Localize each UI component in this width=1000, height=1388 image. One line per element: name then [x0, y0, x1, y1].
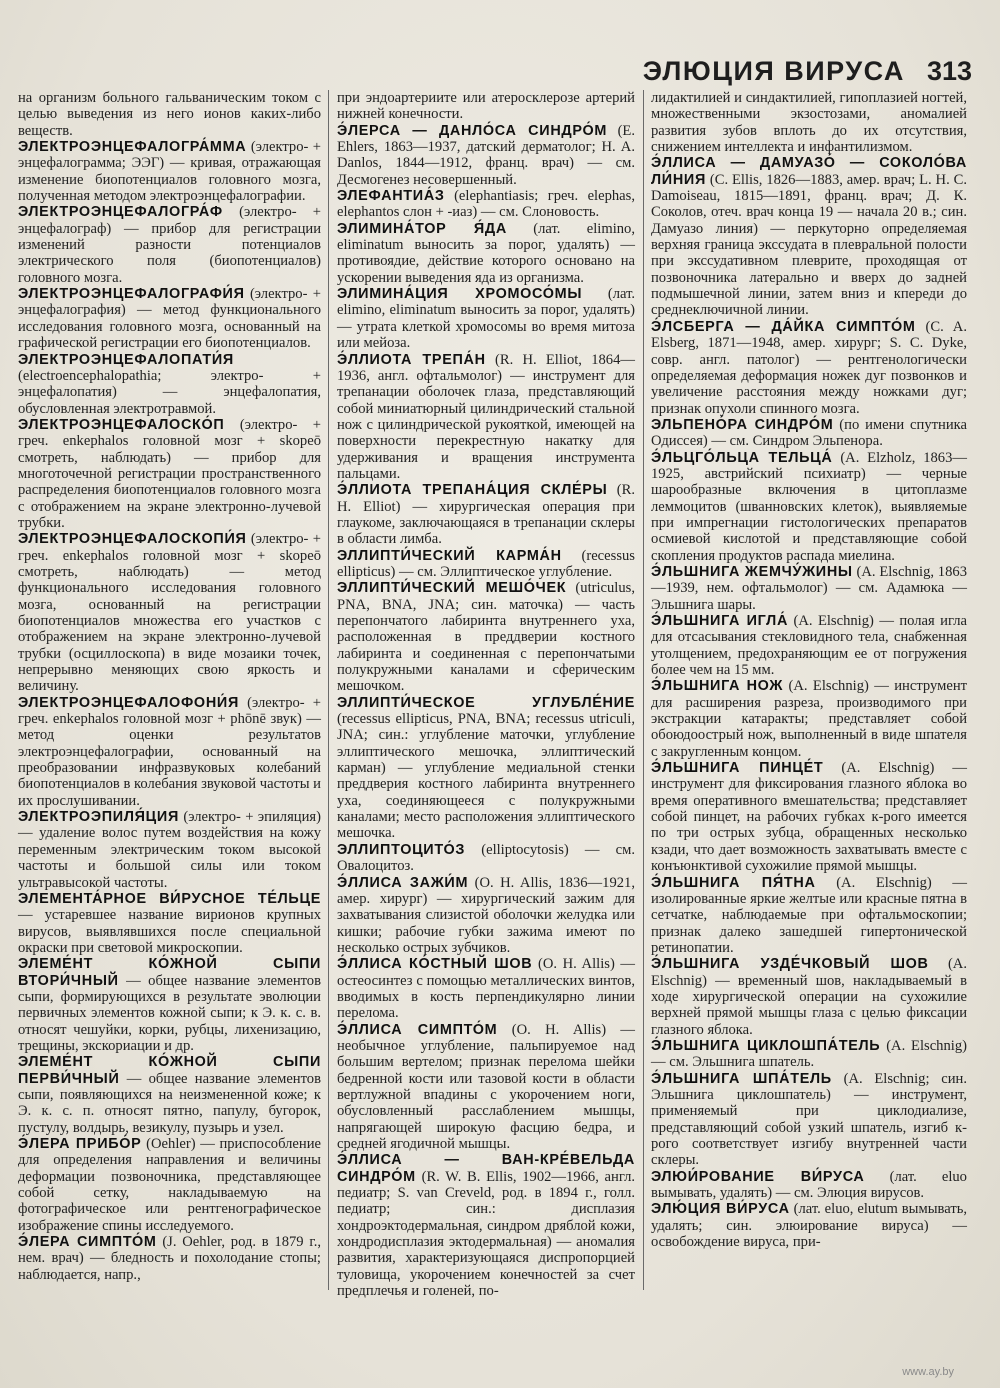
entry-definition: (C. Ellis, 1826—1883, амер. врач; L. H. C. Damoiseau, 1815—1891, франц. врач; Д. К. Соколов, отеч. врач конца 19 — начала 20 в.; син. Дамуазо линия) — перкуторно определяемая верхняя граница экссудата в плевральной полости при экссудативном плеврите, проходящая от позвоночника латерально и вверх до задней подмышечной линии, затем вниз и кпереди до среднеключичной линии. — [651, 171, 967, 319]
dictionary-entry — [651, 90, 967, 155]
entry-definition: (A. Elschnig) — инструмент для фиксирования глазного яблока во время оперативного вмешательства; представляет собой пинцет, на рабочих губках к-рого имеется по три острых зубца, обращенных несколько кзади, что дает возможность захватывать вместе с конъюнктивой сухожилие прямой мышцы. — [651, 760, 967, 875]
dictionary-entry — [337, 352, 635, 483]
entry-headword: ЭЛЮИ́РОВАНИЕ ВИ́РУСА — [651, 1168, 865, 1185]
dictionary-entry — [651, 1201, 967, 1250]
entry-headword: Э́ЛЬШНИГА ЦИКЛОШПА́ТЕЛЬ — [651, 1037, 881, 1054]
entry-definition: (A. Elschnig; син. Эльшнига циклошпатель) — инструмент, применяемый при циклодиализе, представляющий собой узкий шпатель, изгиб к-рого соответствует изгибу внутренней части склеры. — [651, 1070, 967, 1169]
dictionary-entry — [651, 564, 967, 613]
dictionary-entry — [18, 286, 321, 351]
dictionary-entry — [18, 204, 321, 286]
entry-headword: ЭЛЛИПТИ́ЧЕСКИЙ КАРМА́Н — [337, 547, 562, 564]
entry-definition: (A. Elschnig) — временный шов, накладываемый в ходе хирургической операции на сухожилие верхней прямой мышцы глаза с целью фиксации глазного яблока. — [651, 956, 967, 1038]
dictionary-entry — [651, 760, 967, 874]
entry-headword: Э́ЛЛИОТА ТРЕПАНА́ЦИЯ СКЛЕ́РЫ — [337, 482, 608, 499]
entry-headword: Э́ЛЛИСА — ВАН-КРЕ́ВЕЛЬДА СИНДРО́М — [337, 1152, 635, 1185]
entry-definition: (электро- + энцефалография) — метод функционального исследования головного мозга, основанный на графической регистрации его биопотенциалов. — [18, 286, 321, 352]
entry-definition: (A. Elschnig) — изолированные яркие желтые или красные пятна в сетчатке, наблюдаемые при офтальмоскопии; признак далеко зашедшей гипертонической ретинопатии. — [651, 874, 967, 956]
entry-headword: Э́ЛЛИСА ЗАЖИ́М — [337, 874, 469, 891]
entry-definition: (recessus ellipticus, PNA, BNA; recessus utriculi, JNA; син.: углубление маточки, углубление эллиптического мешочка, эллиптический карман) — углубление медиальной стенки преддверия костного лабиринта внутреннего уха, соединяющееся с полукружными каналами; место расположения эллиптического мешочка. — [337, 711, 635, 842]
column-divider — [643, 90, 644, 1290]
entry-definition: (A. Elschnig) — полая игла для отсасывания стекловидного тела, снабженная утолщением, предохраняющим ее от погружения более чем на 15 мм. — [651, 613, 967, 679]
dictionary-entry — [651, 956, 967, 1038]
dictionary-entry — [18, 1136, 321, 1234]
entry-headword: Э́ЛЕРСА — ДАНЛО́СА СИНДРО́М — [337, 122, 608, 139]
entry-definition: (O. H. Allis) — остеосинтез с помощью металлических винтов, вводимых в кость перпендикулярно линии перелома. — [337, 956, 635, 1022]
entry-headword: Э́ЛЬШНИГА ИГЛА́ — [651, 613, 789, 629]
dictionary-entry — [18, 531, 321, 694]
dictionary-entry — [18, 891, 321, 956]
entry-headword: Э́ЛЕРА ПРИБО́Р — [18, 1136, 142, 1152]
entry-headword: ЭЛЕКТРОЭПИЛЯ́ЦИЯ — [18, 809, 179, 826]
entry-definition: (по имени спутника Одиссея) — см. Синдром Эльпенора. — [651, 416, 967, 450]
running-head-title: ЭЛЮЦИЯ ВИРУСА — [642, 56, 905, 86]
entry-definition: на организм больного гальваническим током с целью выведения из него ионов каких-либо веществ. — [18, 90, 321, 139]
entry-headword: ЭЛЕМЕ́НТ КО́ЖНОЙ СЫПИ ПЕРВИ́ЧНЫЙ — [18, 1054, 321, 1087]
column-2 — [337, 90, 635, 1299]
dictionary-entry — [337, 1022, 635, 1153]
dictionary-entry — [18, 352, 321, 417]
entry-definition: — общее название элементов сыпи, формирующихся в результате эволюции первичных элементов кожной сыпи; к Э. к. с. в. относят чешуйки, корки, рубцы, лихенизацию, трещины, экскориации и др. — [18, 972, 321, 1054]
entry-definition: (elliptocytosis) — см. Овалоцитоз. — [337, 841, 635, 875]
entry-definition: (электро- + греч. enkephalos головной мозг + skopeō смотреть, наблюдать) — метод функционального исследования головного мозга, основанный на регистрации биопотенциалов множества его участков с отображением на экране электронно-лучевой трубки (осциллоскопа) в виде мозаики точек, непрерывно меняющих свою яркость и величину. — [18, 531, 321, 695]
dictionary-entry — [337, 90, 635, 123]
entry-definition: (O. H. Allis, 1836—1921, амер. хирург) — хирургический зажим для захватывания слизистой оболочки желудка или кишки; рабочие губки зажима имеют по несколько острых зубчиков. — [337, 874, 635, 956]
entry-headword: ЭЛЛИПТИ́ЧЕСКИЙ МЕШО́ЧЕК — [337, 580, 567, 597]
dictionary-entry — [651, 319, 967, 417]
running-head — [643, 56, 972, 87]
entry-definition: лидактилией и синдактилией, гипоплазией ногтей, множественными экзостозами, аномалией развития зубов вплоть до их отсутствия, снижением интеллекта и инфантилизмом. — [651, 90, 967, 156]
dictionary-entry — [651, 1071, 967, 1169]
column-3 — [651, 90, 967, 1250]
entry-definition: (C. A. Elsberg, 1871—1948, амер. хирург; S. C. Dyke, совр. англ. патолог) — рентгенологически определяемая деформация ножек дуг позвонков и увеличение расстояния между ножками дуг; признак опухоли спинного мозга. — [651, 318, 967, 417]
entry-headword: ЭЛИМИНА́ТОР Я́ДА — [337, 220, 507, 237]
dictionary-entry — [337, 221, 635, 286]
dictionary-entry — [337, 123, 635, 188]
entry-definition: при эндоартериите или атеросклерозе артерий нижней конечности. — [337, 90, 635, 123]
entry-definition: (R. H. Elliot) — хирургическая операция при глаукоме, заключающаяся в трепанации склеры в области лимба. — [337, 482, 635, 548]
dictionary-entry — [337, 580, 635, 694]
entry-headword: ЭЛЕМЕНТА́РНОЕ ВИ́РУСНОЕ ТЕ́ЛЬЦЕ — [18, 890, 321, 907]
entry-definition: (A. Elschnig) — инструмент для расширения разреза, производимого при экстракции катаракты; представляет собой обоюдоострый нож, выполненный в виде шпателя с закругленным концом. — [651, 678, 968, 760]
column-divider — [328, 90, 329, 1290]
entry-definition: (электро- + греч. enkephalos головной мозг + phōnē звук) — метод оценки результатов электроэнцефалографии, основанный на преобразовании инфразвуковых колебаний биопотенциалов в колебания звуковой частоты и их прослушивании. — [18, 694, 321, 809]
dictionary-entry — [18, 695, 321, 809]
entry-headword: ЭЛЕКТРОЭНЦЕФАЛОСКОПИ́Я — [18, 531, 247, 548]
entry-definition: (A. Elschnig, 1863—1939, нем. офтальмолог) — см. Адамюка — Эльшнига шары. — [651, 563, 967, 613]
entry-headword: Э́ЛЬШНИГА ЖЕМЧУ́ЖИНЫ — [651, 563, 853, 580]
entry-headword: Э́ЛСБЕРГА — ДА́ЙКА СИМПТО́М — [651, 318, 916, 335]
entry-headword: Э́ЛЬЦГО́ЛЬЦА ТЕЛЬЦА́ — [651, 449, 833, 466]
entry-headword: Э́ЛЛИОТА ТРЕПА́Н — [337, 351, 486, 368]
entry-definition: (электро- + эпиляция) — удаление волос путем воздействия на кожу переменным электрическим током высокой частоты и большой силы или током ультравысокой частоты. — [18, 809, 321, 891]
entry-definition: (электро- + энцефалограф) — прибор для регистрации изменений разности потенциалов электрического поля (биопотенциалов) головного мозга. — [18, 204, 321, 286]
entry-definition: (лат. elimino, eliminatum выносить за порог, удалять) — противоядие, действие которого основано на ускорении выведения яда из организма. — [337, 220, 635, 286]
entry-headword: ЭЛЬПЕНО́РА СИНДРО́М — [651, 416, 834, 433]
dictionary-entry — [18, 1234, 321, 1283]
entry-headword: ЭЛИМИНА́ЦИЯ ХРОМОСО́МЫ — [337, 286, 583, 303]
entry-headword: ЭЛЕКТРОЭНЦЕФАЛОПАТИ́Я — [18, 351, 234, 368]
entry-definition: (лат. eluo, elutum вымывать, удалять; син. элюирование вируса) — освобождение вируса, при- — [651, 1201, 967, 1251]
dictionary-entry — [651, 450, 967, 564]
dictionary-entry — [18, 417, 321, 531]
entry-headword: ЭЛЕМЕ́НТ КО́ЖНОЙ СЫПИ ВТОРИ́ЧНЫЙ — [18, 956, 321, 989]
entry-headword: ЭЛЛИПТОЦИТО́З — [337, 841, 466, 858]
dictionary-entry — [18, 809, 321, 891]
entry-headword: Э́ЛЬШНИГА НОЖ — [651, 678, 784, 695]
dictionary-entry — [337, 188, 635, 221]
entry-definition: (elephantiasis; греч. elephas, elephantos слон + -иаз) — см. Слоновость. — [337, 188, 635, 221]
dictionary-entry — [651, 678, 967, 760]
entry-definition: (лат. elimino, eliminatum выносить за порог, удалять) — утрата клеткой хромосомы во время митоза или мейоза. — [337, 286, 635, 352]
entry-headword: Э́ЛЛИСА — ДАМУАЗО́ — СОКОЛО́ВА ЛИ́НИЯ — [651, 155, 967, 188]
entry-definition: (электро- + энцефалограмма; ЭЭГ) — кривая, отражающая изменение биопотенциалов головного мозга, полученная методом электроэнцефалографии. — [18, 139, 321, 205]
entry-headword: Э́ЛЬШНИГА УЗДЕ́ЧКОВЫЙ ШОВ — [651, 956, 929, 973]
entry-definition: (recessus ellipticus) — см. Эллиптическое углубление. — [337, 547, 635, 580]
entry-definition: — устаревшее название вирионов крупных вирусов, выявлявшихся после специальной окраски при световой микроскопии. — [18, 907, 321, 956]
entry-definition: (A. Elschnig) — см. Эльшнига шпатель. — [651, 1037, 967, 1071]
entry-headword: Э́ЛЛИСА СИМПТО́М — [337, 1021, 498, 1038]
entry-definition: (A. Elzholz, 1863—1925, австрийский психиатр) — черные шарообразные включения в цитоплазме леммоцитов (шванновских клеток), выявляемые при импрегнации гистологических препаратов осмиевой кислотой и представляющие собой скопления продуктов распада миелина. — [651, 449, 967, 564]
dictionary-entry — [337, 1152, 635, 1299]
dictionary-entry — [337, 695, 635, 842]
dictionary-entry — [337, 548, 635, 581]
dictionary-entry — [18, 1054, 321, 1136]
entry-definition: — общее название элементов сыпи, появляющихся на неизмененной коже; к Э. к. с. п. относят пятно, папулу, бугорок, пустулу, волдырь, везикулу, пузырь и узел. — [18, 1070, 321, 1136]
entry-definition: (J. Oehler, род. в 1879 г., нем. врач) — бледность и похолодание стопы; наблюдается, напр., — [18, 1234, 321, 1283]
column-1 — [18, 90, 321, 1283]
dictionary-entry — [651, 1169, 967, 1202]
entry-headword: ЭЛЕКТРОЭНЦЕФАЛОГРА́ММА — [18, 139, 247, 156]
dictionary-entry — [337, 482, 635, 547]
dictionary-entry — [18, 90, 321, 139]
entry-definition: (utriculus, PNA, BNA, JNA; син. маточка) — часть перепончатого лабиринта внутреннего уха, расположенная в преддверии костного лабиринта и соединенная с перепончатыми полукружными каналами и сферическим мешочком. — [337, 580, 635, 695]
entry-headword: ЭЛЛИПТИ́ЧЕСКОЕ УГЛУБЛЕ́НИЕ — [337, 694, 635, 711]
dictionary-entry — [337, 286, 635, 351]
entry-definition: (O. H. Allis) — необычное углубление, пальпируемое над большим вертелом; признак перелома шейки бедренной кости или тазовой кости в области вертлужной впадины с укорочением ноги, обусловленный расслаблением мышцы, напрягающей широкую фасцию бедра, и средней ягодичной мышцы. — [337, 1021, 635, 1152]
dictionary-entry — [337, 875, 635, 957]
dictionary-entry — [337, 842, 635, 875]
dictionary-entry — [651, 875, 967, 957]
page-number: 313 — [926, 56, 972, 86]
entry-definition: (электро- + греч. enkephalos головной мозг + skopeō смотреть, наблюдать) — прибор для многоточечной регистрации пространственного распределения биопотенциалов головного мозга с отображением на экране электронно-лучевой трубки. — [18, 416, 321, 531]
entry-headword: ЭЛЕКТРОЭНЦЕФАЛОГРАФИ́Я — [18, 286, 245, 303]
dictionary-entry — [651, 613, 967, 678]
entry-headword: ЭЛЕКТРОЭНЦЕФАЛОФОНИ́Я — [18, 694, 239, 711]
entry-headword: ЭЛЕКТРОЭНЦЕФАЛОГРА́Ф — [18, 204, 223, 221]
entry-headword: Э́ЛЛИСА КО́СТНЫЙ ШОВ — [337, 956, 533, 973]
entry-headword: Э́ЛЕРА СИМПТО́М — [18, 1234, 157, 1251]
entry-definition: (R. W. B. Ellis, 1902—1966, англ. педиатр; S. van Creveld, род. в 1894 г., голл. педиатр; син.: дисплазия хондроэктодермальная, синдром дряблой кожи, хондродисплазия эктодермальная) — аномалия развития, характеризующаяся диспропорцией туловища, укорочением конечностей за счет предплечья и голеней, по- — [337, 1168, 635, 1300]
entry-headword: Э́ЛЬШНИГА ПЯ́ТНА — [651, 874, 816, 891]
entry-definition: (electroencephalopathia; электро- + энцефалопатия) — энцефалопатия, обусловленная электротравмой. — [18, 367, 321, 417]
dictionary-entry — [651, 1038, 967, 1071]
dictionary-entry — [18, 139, 321, 204]
entry-headword: ЭЛЕКТРОЭНЦЕФАЛОСКО́П — [18, 416, 225, 433]
dictionary-entry — [651, 155, 967, 318]
entry-headword: ЭЛЕФАНТИА́З — [337, 188, 445, 205]
dictionary-entry — [337, 956, 635, 1021]
entry-definition: (R. H. Elliot, 1864—1936, англ. офтальмолог) — инструмент для трепанации оболочек глаза, представляющий собой миниатюрный цилиндрический стальной нож с цилиндрической рукояткой, имеющей на поверхности перекрестную накатку для удерживания и вращения инструмента пальцами. — [337, 351, 635, 482]
entry-headword: Э́ЛЬШНИГА ШПА́ТЕЛЬ — [651, 1070, 832, 1087]
entry-definition: (E. Ehlers, 1863—1937, датский дерматолог; H. A. Danlos, 1844—1912, франц. врач) — см. Десмогенез несовершенный. — [337, 122, 635, 188]
dictionary-entry — [18, 956, 321, 1054]
watermark: www.ay.by — [902, 1366, 954, 1378]
entry-headword: ЭЛЮ́ЦИЯ ВИ́РУСА — [651, 1201, 790, 1218]
dictionary-entry — [651, 417, 967, 450]
entry-headword: Э́ЛЬШНИГА ПИНЦЕ́Т — [651, 760, 824, 777]
entry-definition: (лат. eluo вымывать, удалять) — см. Элюция вирусов. — [651, 1168, 967, 1202]
entry-definition: (Oehler) — приспособление для определения направления и величины деформации позвоночника, представляющее собой сетку, накладываемую на фотографическое или рентгенографическое изображение спины исследуемого. — [18, 1136, 322, 1234]
